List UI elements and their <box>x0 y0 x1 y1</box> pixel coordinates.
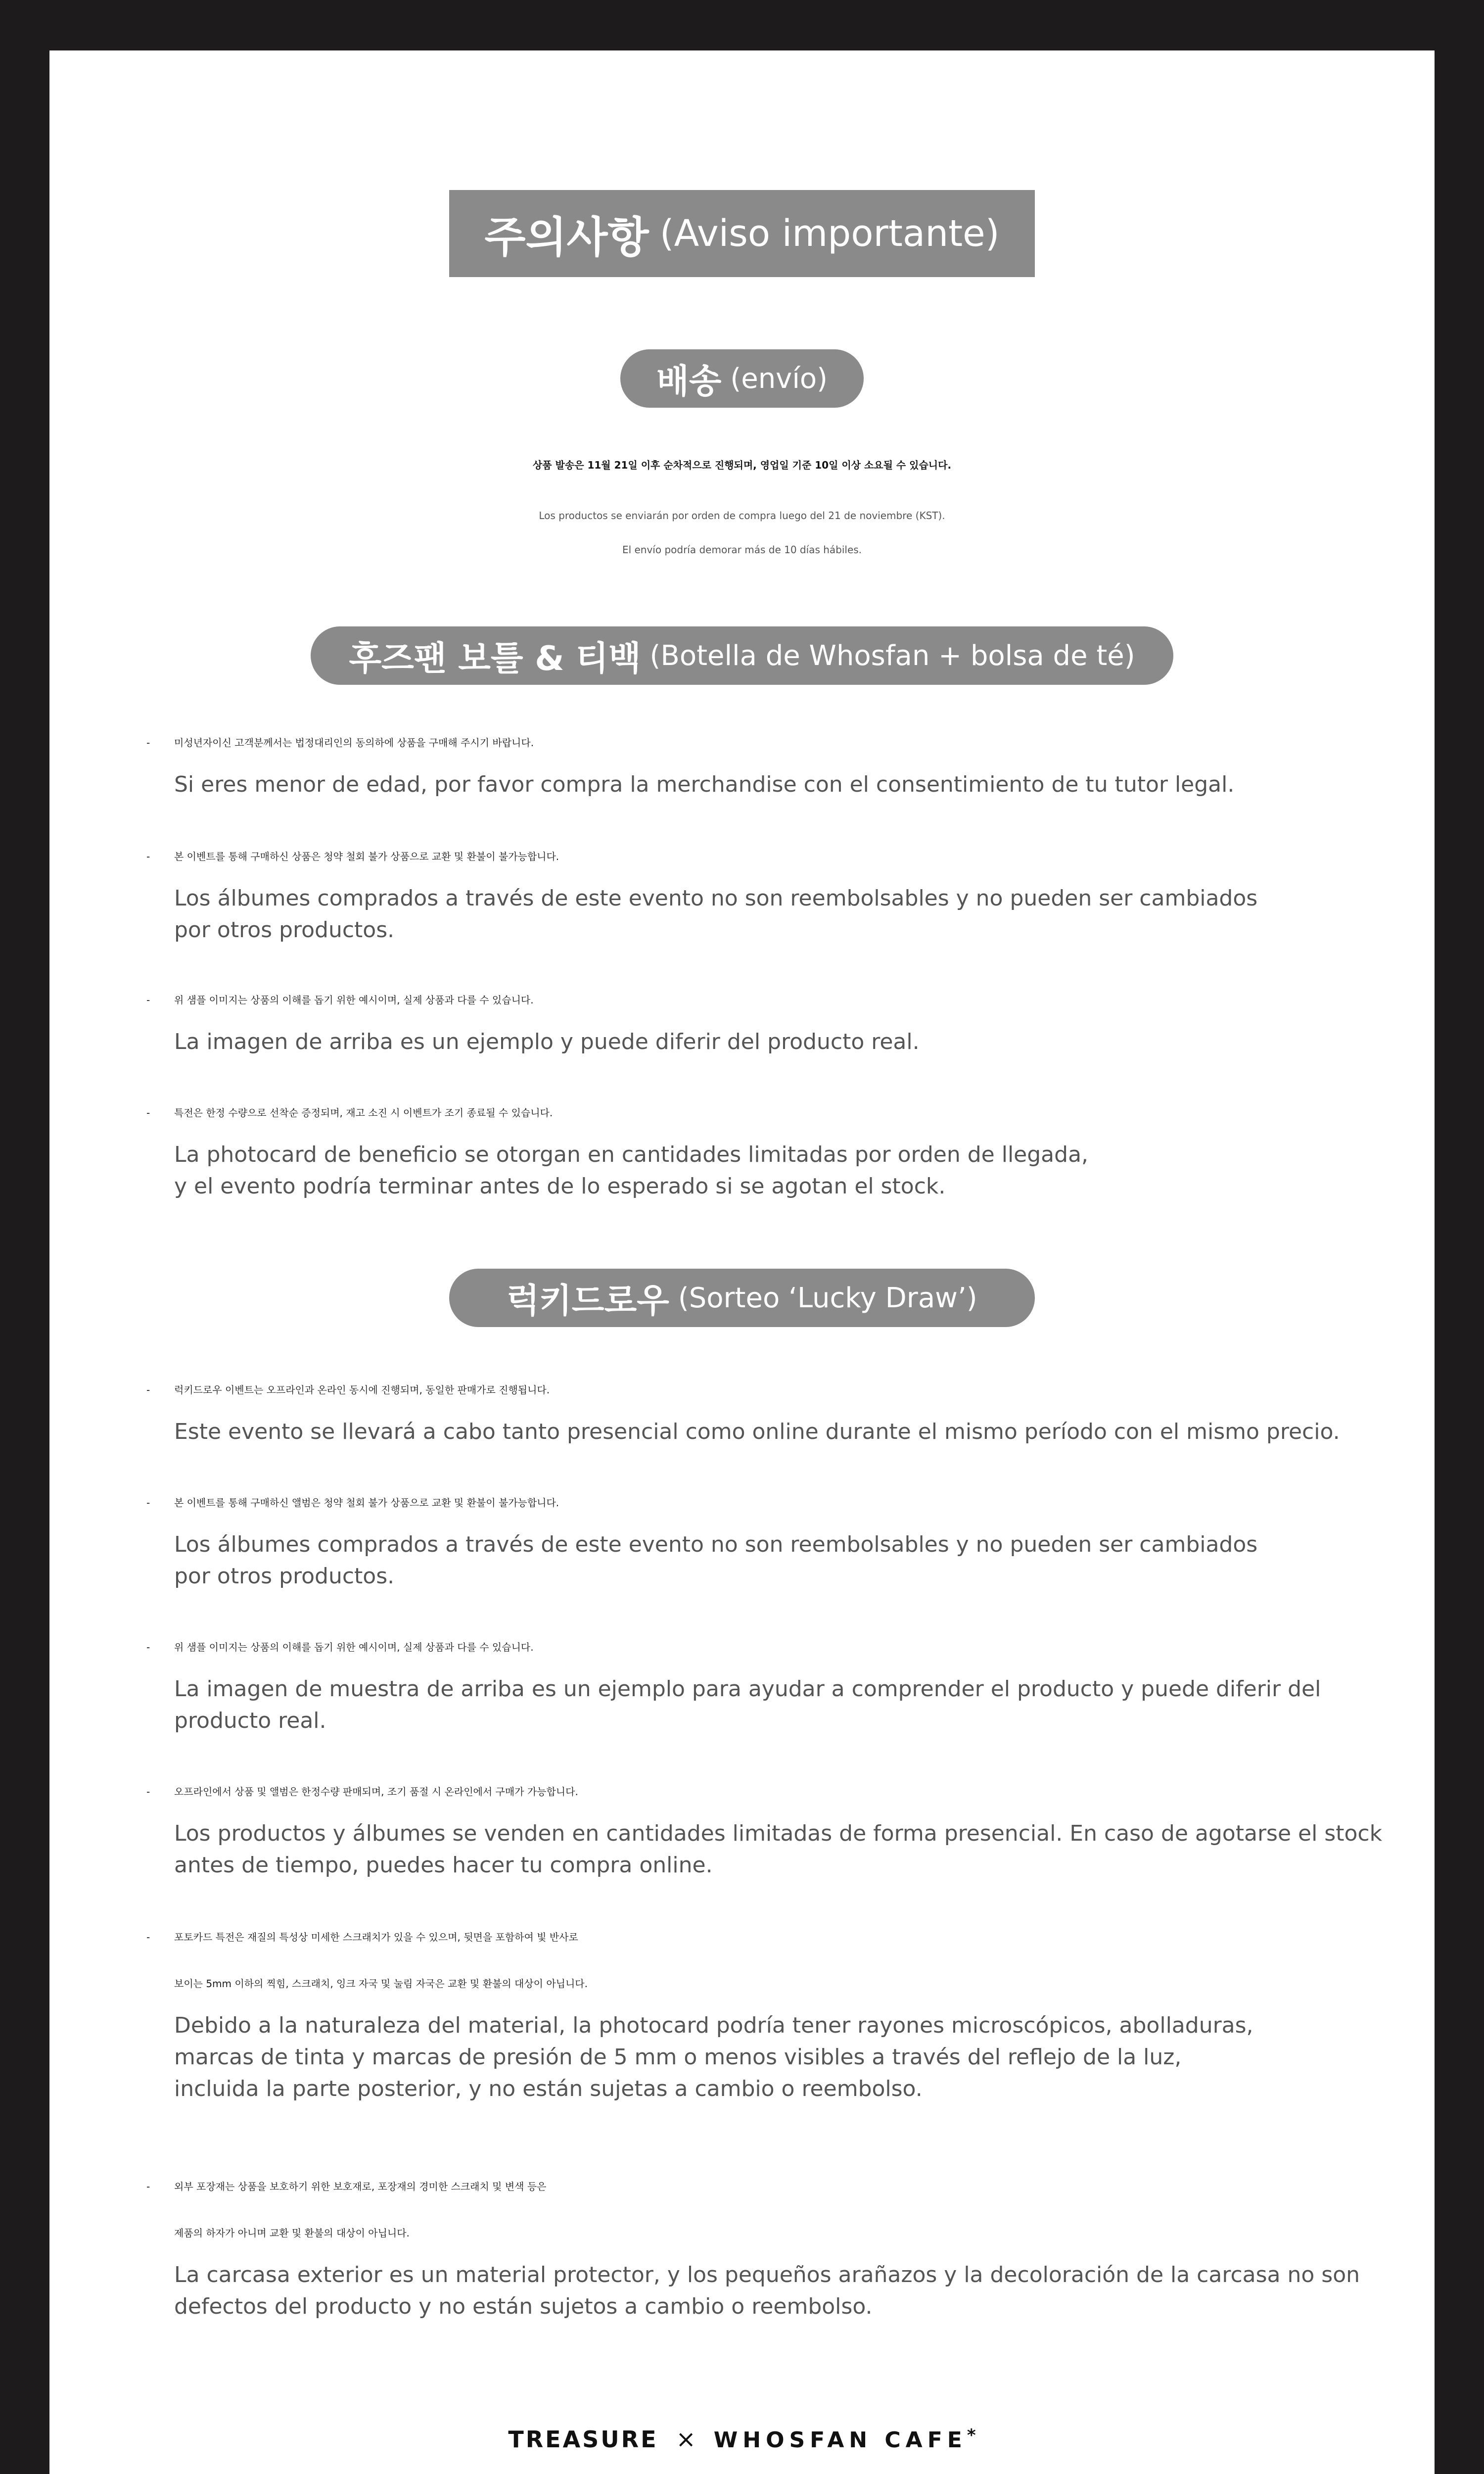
item-korean: 미성년자이신 고객분께서는 법정대리인의 동의하에 상품을 구매해 주시기 바랍니다. <box>174 737 534 749</box>
pill-spanish: (Sorteo ‘Lucky Draw’) <box>678 1282 977 1314</box>
item-korean: 제품의 하자가 아니며 교환 및 환불의 대상이 아닙니다. <box>174 2227 410 2239</box>
pill-korean: 후즈팬 보틀 & 티백 <box>349 639 641 678</box>
list-item: - 오프라인에서 상품 및 앨범은 한정수량 판매되며, 조기 품절 시 온라인에서 구매가 가능합니다. Los productos y álbumes se venden en cantidades limitadas de forma presencial. En caso de agotarse el stock antes de tiempo, puedes hacer tu compra online. <box>146 1768 1398 1881</box>
item-spanish: Este evento se llevará a cabo tanto presencial como online durante el mismo período con el mismo precio. <box>174 1419 1340 1444</box>
list-item: - 포토카드 특전은 재질의 특성상 미세한 스크래치가 있을 수 있으며, 뒷면을 포함하여 빛 반사로 보이는 5mm 이하의 찍힘, 스크래치, 잉크 자국 및 눌림 자국은 교환 및 환불의 대상이 아닙니다. Debido a la naturaleza del material, la photocard podría tener rayones microscópicos, abolladuras, marcas de tinta y marcas de presión de 5 mm o menos visibles a través del reflejo de la luz, incluida la parte posterior, y no están sujetas a cambio o reembolso. <box>146 1914 1398 2105</box>
item-korean: 외부 포장재는 상품을 보호하기 위한 보호재로, 포장재의 경미한 스크래치 및 변색 등은 <box>174 2181 547 2192</box>
list-item: - 본 이벤트를 통해 구매하신 앨범은 청약 철회 불가 상품으로 교환 및 환불이 불가능합니다. Los álbumes comprados a través de este evento no son reembolsables y no pueden ser cambiados por otros productos. <box>146 1479 1398 1592</box>
item-korean: 포토카드 특전은 재질의 특성상 미세한 스크래치가 있을 수 있으며, 뒷면을 포함하여 빛 반사로 <box>174 1931 578 1943</box>
item-spanish: incluida la parte posterior, y no están sujetas a cambio o reembolso. <box>174 2076 923 2101</box>
item-korean: 위 샘플 이미지는 상품의 이해를 돕기 위한 예시이며, 실제 상품과 다를 수 있습니다. <box>174 1641 534 1653</box>
item-spanish: La imagen de muestra de arriba es un ejemplo para ayudar a comprender el producto y puede diferir del <box>174 1676 1321 1702</box>
pill-korean: 배송 <box>656 362 722 401</box>
item-korean: 특전은 한정 수량으로 선착순 증정되며, 재고 소진 시 이벤트가 조기 종료될 수 있습니다. <box>174 1107 553 1119</box>
list-item: - 미성년자이신 고객분께서는 법정대리인의 동의하에 상품을 구매해 주시기 바랍니다. Si eres menor de edad, por favor compra la merchandise con el consentimiento de tu tutor legal. <box>146 719 1398 801</box>
shipping-subline-1: Los productos se enviarán por orden de compra luego del 21 de noviembre (KST). <box>539 510 945 522</box>
list-item: - 본 이벤트를 통해 구매하신 상품은 청약 철회 불가 상품으로 교환 및 환불이 불가능합니다. Los álbumes comprados a través de este evento no son reembolsables y no pueden ser cambiados por otros productos. <box>146 833 1398 946</box>
item-spanish: La imagen de arriba es un ejemplo y puede diferir del producto real. <box>174 1029 920 1054</box>
brand-logo-text: TREASURE <box>508 2426 658 2453</box>
item-spanish: antes de tiempo, puedes hacer tu compra online. <box>174 1853 713 1878</box>
list-item: - 럭키드로우 이벤트는 오프라인과 온라인 동시에 진행되며, 동일한 판매가로 진행됩니다. Este evento se llevará a cabo tanto presencial como online durante el mismo período con el mismo precio. <box>146 1367 1398 1448</box>
pill-korean: 럭키드로우 <box>507 1281 669 1321</box>
section-pill-bottle <box>311 626 1173 685</box>
list-item: - 외부 포장재는 상품을 보호하기 위한 보호재로, 포장재의 경미한 스크래치 및 변색 등은 제품의 하자가 아니며 교환 및 환불의 대상이 아닙니다. La carcasa exterior es un material protector, y los pequeños arañazos y la decoloración de la carcasa no son defectos del producto y no están sujetos a cambio o reembolso. <box>146 2163 1398 2323</box>
item-spanish: La carcasa exterior es un material protector, y los pequeños arañazos y la decoloración de la carcasa no son <box>174 2262 1360 2287</box>
item-korean: 본 이벤트를 통해 구매하신 상품은 청약 철회 불가 상품으로 교환 및 환불이 불가능합니다. <box>174 851 559 862</box>
item-spanish: y el evento podría terminar antes de lo esperado si se agotan el stock. <box>174 1174 946 1199</box>
cafe-logo-text: WHOSFAN CAFE <box>713 2427 967 2453</box>
section-pill-shipping <box>620 349 864 408</box>
item-korean: 럭키드로우 이벤트는 오프라인과 온라인 동시에 진행되며, 동일한 판매가로 진행됩니다. <box>174 1384 550 1396</box>
item-korean: 본 이벤트를 통해 구매하신 앨범은 청약 철회 불가 상품으로 교환 및 환불이 불가능합니다. <box>174 1497 559 1509</box>
item-spanish: Los álbumes comprados a través de este evento no son reembolsables y no pueden ser cambiados <box>174 1532 1258 1557</box>
item-spanish: Si eres menor de edad, por favor compra la merchandise con el consentimiento de tu tutor legal. <box>174 772 1235 797</box>
collab-cross: × <box>676 2426 696 2453</box>
shipping-headline: 상품 발송은 11월 21일 이후 순차적으로 진행되며, 영업일 기준 10일 이상 소요될 수 있습니다. <box>532 459 952 471</box>
list-item: - 특전은 한정 수량으로 선착순 증정되며, 재고 소진 시 이벤트가 조기 종료될 수 있습니다. La photocard de beneficio se otorgan en cantidades limitadas por orden de llegada, y el evento podría terminar antes de lo esperado si se agotan el stock. <box>146 1090 1398 1202</box>
item-spanish: marcas de tinta y marcas de presión de 5 mm o menos visibles a través del reflejo de la luz, <box>174 2045 1182 2070</box>
pill-spanish: (envío) <box>730 362 828 395</box>
page-title <box>449 190 1035 277</box>
section-pill-lucky-draw <box>449 1269 1035 1327</box>
item-spanish: por otros productos. <box>174 917 395 943</box>
item-korean: 위 샘플 이미지는 상품의 이해를 돕기 위한 예시이며, 실제 상품과 다를 수 있습니다. <box>174 994 534 1006</box>
item-spanish: por otros productos. <box>174 1564 395 1589</box>
item-spanish: producto real. <box>174 1708 326 1733</box>
item-korean: 오프라인에서 상품 및 앨범은 한정수량 판매되며, 조기 품절 시 온라인에서 구매가 가능합니다. <box>174 1786 578 1798</box>
item-spanish: Los álbumes comprados a través de este evento no son reembolsables y no pueden ser cambiados <box>174 886 1258 911</box>
item-spanish: Los productos y álbumes se venden en cantidades limitadas de forma presencial. En caso de agotarse el stock <box>174 1821 1383 1846</box>
item-korean: 보이는 5mm 이하의 찍힘, 스크래치, 잉크 자국 및 눌림 자국은 교환 및 환불의 대상이 아닙니다. <box>174 1978 588 1990</box>
pill-spanish: (Botella de Whosfan + bolsa de té) <box>649 639 1135 672</box>
title-korean: 주의사항 <box>484 213 649 262</box>
notice-page <box>49 50 1435 2474</box>
item-spanish: La photocard de beneficio se otorgan en cantidades limitadas por orden de llegada, <box>174 1142 1089 1167</box>
item-spanish: Debido a la naturaleza del material, la photocard podría tener rayones microscópicos, abolladuras, <box>174 2013 1253 2038</box>
item-spanish: defectos del producto y no están sujetos a cambio o reembolso. <box>174 2294 873 2319</box>
star-mark: * <box>967 2426 976 2445</box>
title-spanish: (Aviso importante) <box>659 212 1000 255</box>
footer-logo <box>49 2426 1435 2453</box>
list-item: - 위 샘플 이미지는 상품의 이해를 돕기 위한 예시이며, 실제 상품과 다를 수 있습니다. La imagen de muestra de arriba es un ejemplo para ayudar a comprender el producto y puede diferir del producto real. <box>146 1624 1398 1737</box>
list-item: - 위 샘플 이미지는 상품의 이해를 돕기 위한 예시이며, 실제 상품과 다를 수 있습니다. La imagen de arriba es un ejemplo y puede diferir del producto real. <box>146 977 1398 1058</box>
shipping-subline-2: El envío podría demorar más de 10 días hábiles. <box>622 544 862 556</box>
